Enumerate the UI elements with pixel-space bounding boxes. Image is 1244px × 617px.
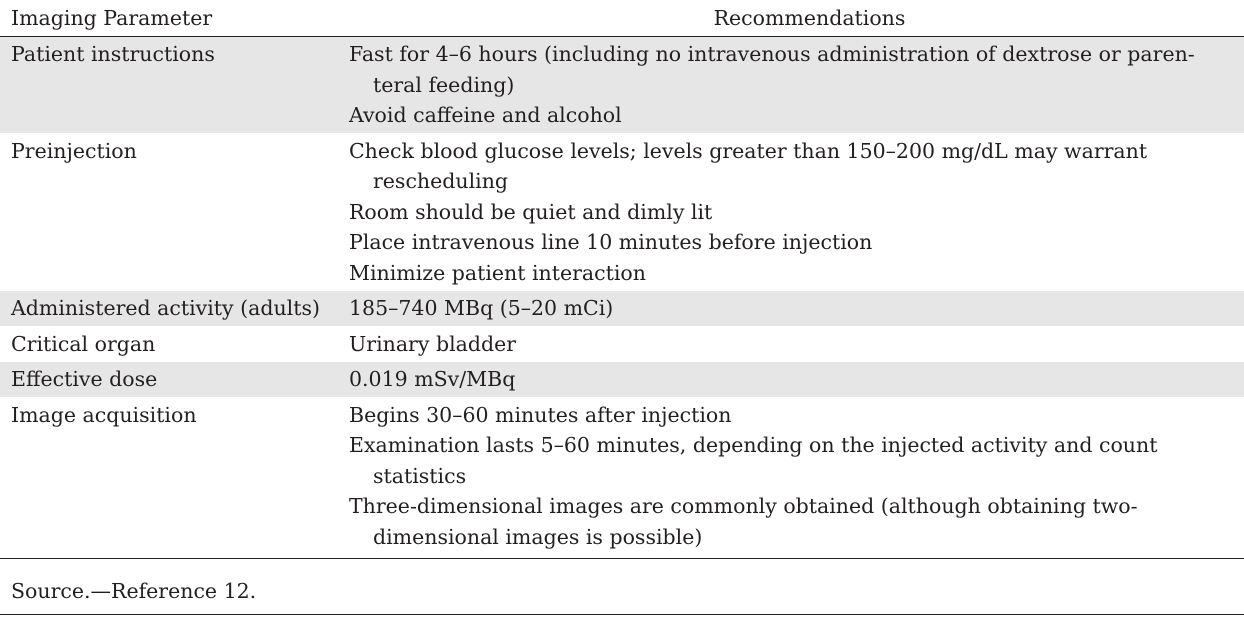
parameter-cell: Preinjection	[0, 133, 345, 291]
header-recommendations: Recommendations	[345, 0, 1244, 37]
table-header	[0, 0, 1244, 37]
recommendation-line: Avoid caffeine and alcohol	[349, 103, 622, 127]
recommendation-line: 185–740 MBq (5–20 mCi)	[349, 296, 614, 320]
recommendations-cell	[345, 291, 1244, 327]
recommendation-line: Urinary bladder	[349, 331, 517, 356]
recommendation-line: Three-dimensional images are commonly obtained (although obtaining two-dimensional images is possible)	[349, 494, 1138, 549]
recommendations-cell	[345, 326, 1244, 362]
table-row	[0, 397, 1244, 559]
bottom-rule	[0, 614, 1244, 615]
recommendation-line: Place intravenous line 10 minutes before injection	[349, 230, 873, 254]
parameter-cell: Effective dose	[0, 362, 345, 398]
table-row	[0, 362, 1244, 398]
recommendation-line: Check blood glucose levels; levels greater than 150–200 mg/dL may warrant rescheduling	[349, 138, 1148, 193]
table-row	[0, 133, 1244, 291]
recommendation-line: Begins 30–60 minutes after injection	[349, 402, 732, 427]
recommendations-cell	[345, 397, 1244, 559]
recommendation-line: Fast for 4–6 hours (including no intravenous administration of dextrose or paren-teral feeding)	[349, 42, 1195, 97]
table-row	[0, 37, 1244, 134]
parameter-cell: Administered activity (adults)	[0, 291, 345, 327]
recommendation-line: Examination lasts 5–60 minutes, depending on the injected activity and count statistics	[349, 433, 1158, 488]
parameter-cell: Patient instructions	[0, 37, 345, 134]
recommendation-line: Room should be quiet and dimly lit	[349, 199, 713, 224]
recommendation-line: Minimize patient interaction	[349, 260, 646, 285]
table-row	[0, 326, 1244, 362]
parameter-cell: Image acquisition	[0, 397, 345, 559]
header-row	[0, 0, 1244, 37]
recommendations-cell	[345, 37, 1244, 134]
recommendations-cell	[345, 133, 1244, 291]
table-body	[0, 37, 1244, 559]
recommendation-line: 0.019 mSv/MBq	[349, 367, 516, 391]
table-row	[0, 291, 1244, 327]
recommendations-cell	[345, 362, 1244, 398]
header-imaging-parameter: Imaging Parameter	[0, 0, 345, 37]
parameter-cell: Critical organ	[0, 326, 345, 362]
source-footnote: Source.—Reference 12.	[11, 579, 257, 603]
